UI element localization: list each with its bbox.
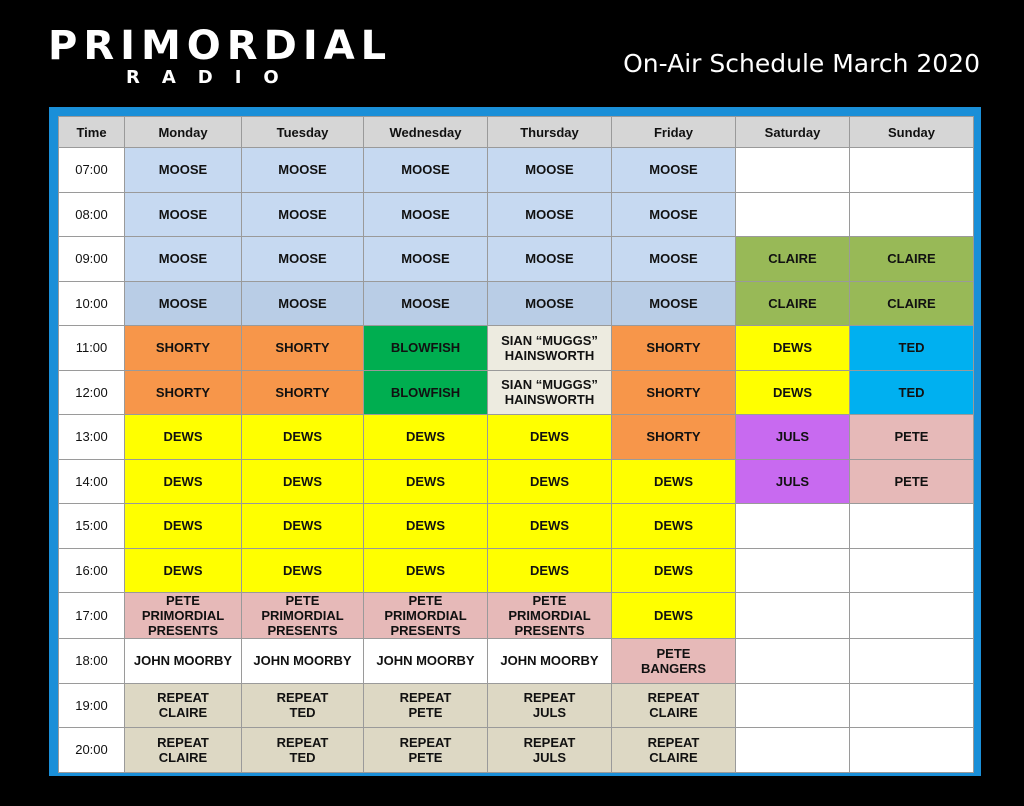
logo-subtitle: RADIO — [126, 67, 301, 88]
show-cell: DEWS — [125, 504, 242, 549]
show-cell: DEWS — [125, 415, 242, 460]
schedule-row — [59, 504, 974, 549]
show-cell: REPEAT CLAIRE — [125, 683, 242, 728]
show-cell: PETE — [850, 459, 974, 504]
show-cell: SHORTY — [612, 415, 736, 460]
show-cell: JULS — [736, 459, 850, 504]
header-row — [59, 117, 974, 148]
show-cell: REPEAT PETE — [364, 683, 488, 728]
show-cell: REPEAT JULS — [488, 683, 612, 728]
empty-slot — [850, 639, 974, 684]
show-cell: SHORTY — [125, 326, 242, 371]
header-day: Friday — [612, 117, 736, 148]
header-day: Sunday — [850, 117, 974, 148]
schedule-row — [59, 593, 974, 639]
show-cell: PETE PRIMORDIAL PRESENTS — [488, 593, 612, 639]
show-cell: MOOSE — [242, 237, 364, 282]
show-cell: JOHN MOORBY — [488, 639, 612, 684]
schedule-row — [59, 683, 974, 728]
empty-slot — [850, 728, 974, 773]
show-cell: SHORTY — [612, 326, 736, 371]
time-cell: 13:00 — [59, 415, 125, 460]
station-logo — [48, 23, 438, 88]
show-cell: DEWS — [488, 504, 612, 549]
show-cell: SHORTY — [612, 370, 736, 415]
show-cell: DEWS — [242, 415, 364, 460]
show-cell: DEWS — [364, 548, 488, 593]
show-cell: SHORTY — [242, 326, 364, 371]
show-cell: DEWS — [125, 459, 242, 504]
show-cell: MOOSE — [488, 237, 612, 282]
schedule-row — [59, 728, 974, 773]
show-cell: CLAIRE — [736, 237, 850, 282]
show-cell: MOOSE — [364, 148, 488, 193]
show-cell: MOOSE — [242, 192, 364, 237]
schedule-row — [59, 415, 974, 460]
empty-slot — [850, 593, 974, 639]
schedule-row — [59, 192, 974, 237]
empty-slot — [736, 148, 850, 193]
show-cell: MOOSE — [612, 192, 736, 237]
page-title: On-Air Schedule March 2020 — [623, 49, 980, 78]
show-cell: DEWS — [125, 548, 242, 593]
show-cell: TED — [850, 370, 974, 415]
show-cell: REPEAT PETE — [364, 728, 488, 773]
time-cell: 10:00 — [59, 281, 125, 326]
show-cell: PETE PRIMORDIAL PRESENTS — [125, 593, 242, 639]
empty-slot — [736, 683, 850, 728]
show-cell: MOOSE — [125, 237, 242, 282]
show-cell: DEWS — [364, 459, 488, 504]
show-cell: DEWS — [612, 504, 736, 549]
show-cell: MOOSE — [488, 148, 612, 193]
show-cell: DEWS — [242, 548, 364, 593]
show-cell: JOHN MOORBY — [364, 639, 488, 684]
show-cell: MOOSE — [364, 281, 488, 326]
show-cell: CLAIRE — [850, 281, 974, 326]
logo-wordmark: PRIMORDIAL — [48, 23, 393, 69]
show-cell: MOOSE — [125, 281, 242, 326]
show-cell: SIAN “MUGGS” HAINSWORTH — [488, 326, 612, 371]
schedule-row — [59, 548, 974, 593]
schedule-row — [59, 459, 974, 504]
empty-slot — [850, 148, 974, 193]
header-day: Saturday — [736, 117, 850, 148]
show-cell: JOHN MOORBY — [125, 639, 242, 684]
time-cell: 12:00 — [59, 370, 125, 415]
empty-slot — [736, 593, 850, 639]
show-cell: DEWS — [736, 326, 850, 371]
show-cell: JOHN MOORBY — [242, 639, 364, 684]
schedule-row — [59, 237, 974, 282]
show-cell: MOOSE — [364, 237, 488, 282]
show-cell: MOOSE — [612, 237, 736, 282]
show-cell: TED — [850, 326, 974, 371]
show-cell: DEWS — [488, 548, 612, 593]
time-cell: 11:00 — [59, 326, 125, 371]
show-cell: MOOSE — [612, 148, 736, 193]
show-cell: REPEAT TED — [242, 728, 364, 773]
show-cell: MOOSE — [242, 281, 364, 326]
show-cell: REPEAT TED — [242, 683, 364, 728]
empty-slot — [736, 192, 850, 237]
schedule-row — [59, 370, 974, 415]
show-cell: PETE PRIMORDIAL PRESENTS — [364, 593, 488, 639]
show-cell: DEWS — [242, 504, 364, 549]
show-cell: CLAIRE — [736, 281, 850, 326]
schedule-row — [59, 639, 974, 684]
schedule-row — [59, 281, 974, 326]
show-cell: SHORTY — [125, 370, 242, 415]
time-cell: 17:00 — [59, 593, 125, 639]
empty-slot — [850, 192, 974, 237]
show-cell: PETE BANGERS — [612, 639, 736, 684]
schedule-body — [59, 148, 974, 773]
show-cell: REPEAT CLAIRE — [612, 683, 736, 728]
show-cell: REPEAT CLAIRE — [125, 728, 242, 773]
header-day: Thursday — [488, 117, 612, 148]
show-cell: DEWS — [364, 504, 488, 549]
show-cell: CLAIRE — [850, 237, 974, 282]
empty-slot — [736, 639, 850, 684]
show-cell: MOOSE — [488, 281, 612, 326]
time-cell: 14:00 — [59, 459, 125, 504]
time-cell: 16:00 — [59, 548, 125, 593]
show-cell: DEWS — [612, 459, 736, 504]
header-time: Time — [59, 117, 125, 148]
time-cell: 20:00 — [59, 728, 125, 773]
show-cell: DEWS — [612, 548, 736, 593]
show-cell: MOOSE — [125, 148, 242, 193]
show-cell: DEWS — [242, 459, 364, 504]
time-cell: 07:00 — [59, 148, 125, 193]
empty-slot — [736, 728, 850, 773]
time-cell: 19:00 — [59, 683, 125, 728]
empty-slot — [850, 683, 974, 728]
show-cell: DEWS — [488, 415, 612, 460]
show-cell: PETE — [850, 415, 974, 460]
show-cell: DEWS — [364, 415, 488, 460]
empty-slot — [850, 548, 974, 593]
header-day: Wednesday — [364, 117, 488, 148]
show-cell: REPEAT CLAIRE — [612, 728, 736, 773]
show-cell: DEWS — [488, 459, 612, 504]
empty-slot — [850, 504, 974, 549]
show-cell: JULS — [736, 415, 850, 460]
schedule-row — [59, 148, 974, 193]
time-cell: 18:00 — [59, 639, 125, 684]
show-cell: SIAN “MUGGS” HAINSWORTH — [488, 370, 612, 415]
show-cell: MOOSE — [125, 192, 242, 237]
show-cell: BLOWFISH — [364, 326, 488, 371]
show-cell: MOOSE — [612, 281, 736, 326]
show-cell: BLOWFISH — [364, 370, 488, 415]
show-cell: REPEAT JULS — [488, 728, 612, 773]
time-cell: 15:00 — [59, 504, 125, 549]
empty-slot — [736, 504, 850, 549]
header-day: Monday — [125, 117, 242, 148]
time-cell: 08:00 — [59, 192, 125, 237]
empty-slot — [736, 548, 850, 593]
header-day: Tuesday — [242, 117, 364, 148]
show-cell: PETE PRIMORDIAL PRESENTS — [242, 593, 364, 639]
time-cell: 09:00 — [59, 237, 125, 282]
show-cell: MOOSE — [364, 192, 488, 237]
show-cell: SHORTY — [242, 370, 364, 415]
schedule-table — [58, 116, 974, 773]
show-cell: DEWS — [612, 593, 736, 639]
show-cell: MOOSE — [488, 192, 612, 237]
show-cell: DEWS — [736, 370, 850, 415]
schedule-row — [59, 326, 974, 371]
show-cell: MOOSE — [242, 148, 364, 193]
